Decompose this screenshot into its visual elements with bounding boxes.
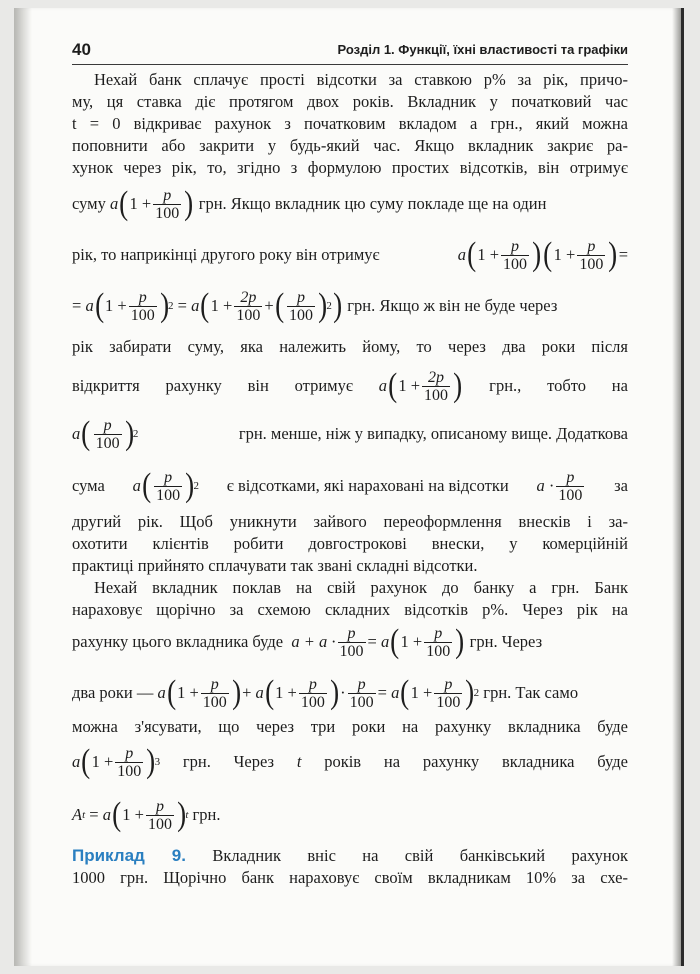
math-var: a xyxy=(132,476,141,495)
fraction xyxy=(201,676,229,711)
text-fragment: грн. xyxy=(192,805,221,824)
page-binding-shadow xyxy=(14,8,32,966)
denominator: 100 xyxy=(436,693,461,711)
paren-left: ( xyxy=(81,415,91,452)
example-line xyxy=(72,845,628,867)
text-fragment: грн. xyxy=(182,752,211,771)
formula xyxy=(458,238,628,273)
text-line: t = 0 відкриває рахунок з початковим вкладом a грн., який можна xyxy=(72,114,628,133)
example-label: Приклад 9. xyxy=(72,846,186,865)
text-fragment: грн. менше, ніж у випадку, описаному вище. Додаткова xyxy=(238,424,628,443)
text-line: му, ця ставка діє протягом двох років. Вкладник у початковий час xyxy=(72,92,628,111)
formula xyxy=(536,469,586,504)
math-op: · xyxy=(548,476,555,495)
fraction xyxy=(348,676,376,711)
numerator: 2p xyxy=(240,288,257,306)
numerator: p xyxy=(155,797,164,815)
denominator: 100 xyxy=(349,693,374,711)
formula-line xyxy=(72,366,628,406)
numerator: p xyxy=(297,288,305,306)
text-fragment: рік, то наприкінці другого року він отримує xyxy=(72,245,380,264)
numerator: p xyxy=(138,288,147,306)
paren-right: ) xyxy=(465,674,475,711)
math-var: a xyxy=(191,296,200,315)
fraction xyxy=(153,187,181,222)
paren-left: ( xyxy=(141,467,152,504)
paren-left: ( xyxy=(388,367,398,404)
text-fragment: за xyxy=(614,476,628,495)
math-text: 1 + xyxy=(129,194,152,213)
numerator: p xyxy=(357,675,366,693)
math-text: 1 + xyxy=(477,245,500,264)
exponent: 2 xyxy=(193,480,199,492)
text-fragment: Через xyxy=(233,752,275,771)
paren-left: ( xyxy=(200,287,210,324)
paren-right: ) xyxy=(184,185,194,222)
math-var: a xyxy=(102,805,111,824)
text-fragment: на xyxy=(611,376,628,395)
paren-right: ) xyxy=(177,796,187,833)
numerator: p xyxy=(163,186,172,204)
text-fragment: тобто xyxy=(547,376,586,395)
math-op: = xyxy=(618,245,628,264)
exponent: 2 xyxy=(168,300,174,312)
fraction xyxy=(338,625,366,660)
paren-right: ) xyxy=(532,236,542,273)
formula-line xyxy=(72,466,628,506)
subscript: t xyxy=(82,809,86,821)
math-text: 1 + xyxy=(553,245,576,264)
text-line: Нехай вкладник поклав на свій рахунок до банку a грн. Банк xyxy=(94,578,628,597)
exponent: 2 xyxy=(326,300,332,312)
formula xyxy=(133,469,199,504)
math-op: = xyxy=(367,632,377,651)
math-op: = xyxy=(72,296,82,315)
paren-left: ( xyxy=(543,236,553,273)
numerator: p xyxy=(444,675,453,693)
math-var: a xyxy=(457,245,466,264)
numerator: p xyxy=(347,624,356,642)
numerator: p xyxy=(566,468,575,486)
math-op: = xyxy=(89,805,99,824)
text-fragment: років xyxy=(324,752,362,771)
denominator: 100 xyxy=(236,306,261,324)
text-line: нараховує щорічно за схемою складних відсотків p%. Через рік на xyxy=(72,600,628,619)
numerator: p xyxy=(103,416,112,434)
denominator: 100 xyxy=(300,693,325,711)
math-text: 1 + xyxy=(177,683,199,702)
fraction xyxy=(577,238,605,273)
fraction xyxy=(434,676,462,711)
formula xyxy=(72,417,138,452)
math-var: a xyxy=(85,296,94,315)
text-fragment: Вкладник вніс на свій банківський рахунок xyxy=(212,846,628,865)
formula-line xyxy=(72,742,628,782)
text-fragment: два роки — xyxy=(72,683,154,702)
fraction xyxy=(115,745,143,780)
paren-right: ) xyxy=(332,287,343,324)
text-fragment: буде xyxy=(597,752,628,771)
text-line: Нехай банк сплачує прості відсотки за ставкою p% за рік, причо- xyxy=(94,70,628,89)
numerator: p xyxy=(511,237,520,255)
formula-line xyxy=(72,795,628,835)
numerator: p xyxy=(434,624,443,642)
exponent: 3 xyxy=(154,756,161,768)
denominator: 100 xyxy=(558,486,583,504)
text-fragment: відкриття xyxy=(72,376,140,395)
math-op: + xyxy=(264,296,274,315)
text-fragment: рахунку xyxy=(165,376,222,395)
text-fragment: сума xyxy=(72,476,105,495)
denominator: 100 xyxy=(424,386,449,404)
math-text: 1 + xyxy=(210,296,233,315)
paren-left: ( xyxy=(166,674,176,711)
paren-right: ) xyxy=(318,287,328,324)
text-line: практиці прийнято сплачувати так звані складні відсотки. xyxy=(72,556,478,575)
text-fragment: грн. Якщо ж він не буде через xyxy=(347,296,558,315)
math-var: a xyxy=(380,632,390,651)
math-op: · xyxy=(340,683,346,702)
math-var: a xyxy=(72,752,81,771)
numerator: p xyxy=(210,675,219,693)
text-fragment: грн., xyxy=(489,376,522,395)
math-var: a xyxy=(391,683,400,702)
text-fragment: грн. Через xyxy=(469,632,543,651)
numerator: p xyxy=(308,675,317,693)
math-text: 1 + xyxy=(105,296,127,315)
denominator: 100 xyxy=(95,434,120,452)
paren-right: ) xyxy=(608,236,618,273)
denominator: 100 xyxy=(147,815,172,833)
math-var: a xyxy=(536,476,545,495)
page-edge xyxy=(672,8,684,966)
fraction xyxy=(299,676,327,711)
text-line: охотити клієнтів робити довгострокові внески, у комерційній xyxy=(72,534,628,553)
fraction xyxy=(424,625,452,660)
paren-right: ) xyxy=(231,674,241,711)
denominator: 100 xyxy=(117,762,142,780)
math-text: 1 + xyxy=(410,683,433,702)
paren-left: ( xyxy=(390,623,400,660)
math-op: = xyxy=(177,296,187,315)
formula xyxy=(72,745,160,780)
page-header xyxy=(72,40,628,62)
exponent: 2 xyxy=(473,687,480,699)
page-number: 40 xyxy=(72,40,91,59)
math-text: 1 + xyxy=(398,376,421,395)
denominator: 100 xyxy=(579,255,604,273)
text-fragment: рахунку xyxy=(422,752,480,771)
math-op: = xyxy=(377,683,387,702)
section-title: Розділ 1. Функції, їхні властивості та графіки xyxy=(337,42,628,57)
fraction xyxy=(94,417,122,452)
math-text: 1 + xyxy=(275,683,297,702)
text-line: можна з'ясувати, що через три роки на рахунку вкладника буде xyxy=(72,717,628,736)
formula-line xyxy=(72,622,628,662)
fraction xyxy=(154,469,182,504)
formula-line xyxy=(72,184,628,224)
paren-right: ) xyxy=(159,287,169,324)
math-text: a + a · xyxy=(291,632,336,651)
denominator: 100 xyxy=(156,486,181,504)
denominator: 100 xyxy=(289,306,313,324)
formula-line xyxy=(72,673,628,713)
text-fragment: на xyxy=(383,752,401,771)
exponent: 2 xyxy=(132,428,139,440)
paren-left: ( xyxy=(112,796,122,833)
paren-right: ) xyxy=(124,415,134,452)
math-text: 1 + xyxy=(122,805,144,824)
fraction xyxy=(556,469,584,504)
math-var: a xyxy=(109,194,119,213)
formula-line xyxy=(72,414,628,454)
paren-right: ) xyxy=(455,623,465,660)
text-fragment: рахунку цього вкладника буде xyxy=(72,632,284,651)
paren-right: ) xyxy=(185,467,195,504)
text-line: хунок через рік, то, згідно з формулою простих відсотків, він отримує xyxy=(72,158,628,177)
denominator: 100 xyxy=(503,255,528,273)
fraction xyxy=(146,798,174,833)
fraction xyxy=(129,289,157,324)
fraction xyxy=(422,369,450,404)
numerator: p xyxy=(164,468,173,486)
text-line: поповнити або закрити у будь-який час. Якщо вкладник закриє ра- xyxy=(72,136,628,155)
paren-left: ( xyxy=(119,185,129,222)
math-var: a xyxy=(72,424,81,443)
text-fragment: грн. Якщо вкладник цю суму покладе ще на один xyxy=(198,194,547,213)
numerator: 2p xyxy=(428,368,445,386)
math-var: a xyxy=(157,683,166,702)
paren-left: ( xyxy=(264,674,274,711)
text-fragment: він xyxy=(247,376,269,395)
paren-right: ) xyxy=(329,674,340,711)
text-line: 1000 грн. Щорічно банк нараховує своїм вкладникам 10% за схе- xyxy=(72,868,628,887)
text-fragment: вкладника xyxy=(501,752,575,771)
denominator: 100 xyxy=(130,306,155,324)
math-text: 1 + xyxy=(91,752,114,771)
denominator: 100 xyxy=(155,204,180,222)
text-fragment: суму xyxy=(72,194,106,213)
denominator: 100 xyxy=(339,642,364,660)
paren-left: ( xyxy=(94,287,104,324)
formula xyxy=(379,369,464,404)
header-rule xyxy=(72,64,628,65)
paren-left: ( xyxy=(400,674,410,711)
text-fragment: отримує xyxy=(294,376,353,395)
fraction xyxy=(287,289,315,324)
math-op: + xyxy=(242,683,252,702)
exponent: t xyxy=(185,809,189,821)
math-var: t xyxy=(296,752,302,771)
formula-line xyxy=(72,235,628,275)
text-fragment: є відсотками, які нараховані на відсотки xyxy=(226,476,509,495)
fraction xyxy=(234,289,262,324)
math-var: a xyxy=(255,683,264,702)
math-var: A xyxy=(72,805,83,824)
numerator: p xyxy=(587,237,596,255)
formula-line xyxy=(72,286,628,326)
denominator: 100 xyxy=(426,642,451,660)
fraction xyxy=(501,238,529,273)
text-line: другий рік. Щоб уникнути зайвого переоформлення внесків і за- xyxy=(72,512,628,531)
math-text: 1 + xyxy=(400,632,423,651)
text-fragment: грн. Так само xyxy=(483,683,579,702)
paren-left: ( xyxy=(467,236,477,273)
paren-right: ) xyxy=(453,367,463,404)
numerator: p xyxy=(125,744,134,762)
text-line: рік забирати суму, яка належить йому, то через два роки після xyxy=(72,337,628,356)
math-var: a xyxy=(378,376,388,395)
denominator: 100 xyxy=(202,693,227,711)
paren-left: ( xyxy=(81,743,91,780)
paren-right: ) xyxy=(146,743,156,780)
paren-left: ( xyxy=(274,287,284,324)
